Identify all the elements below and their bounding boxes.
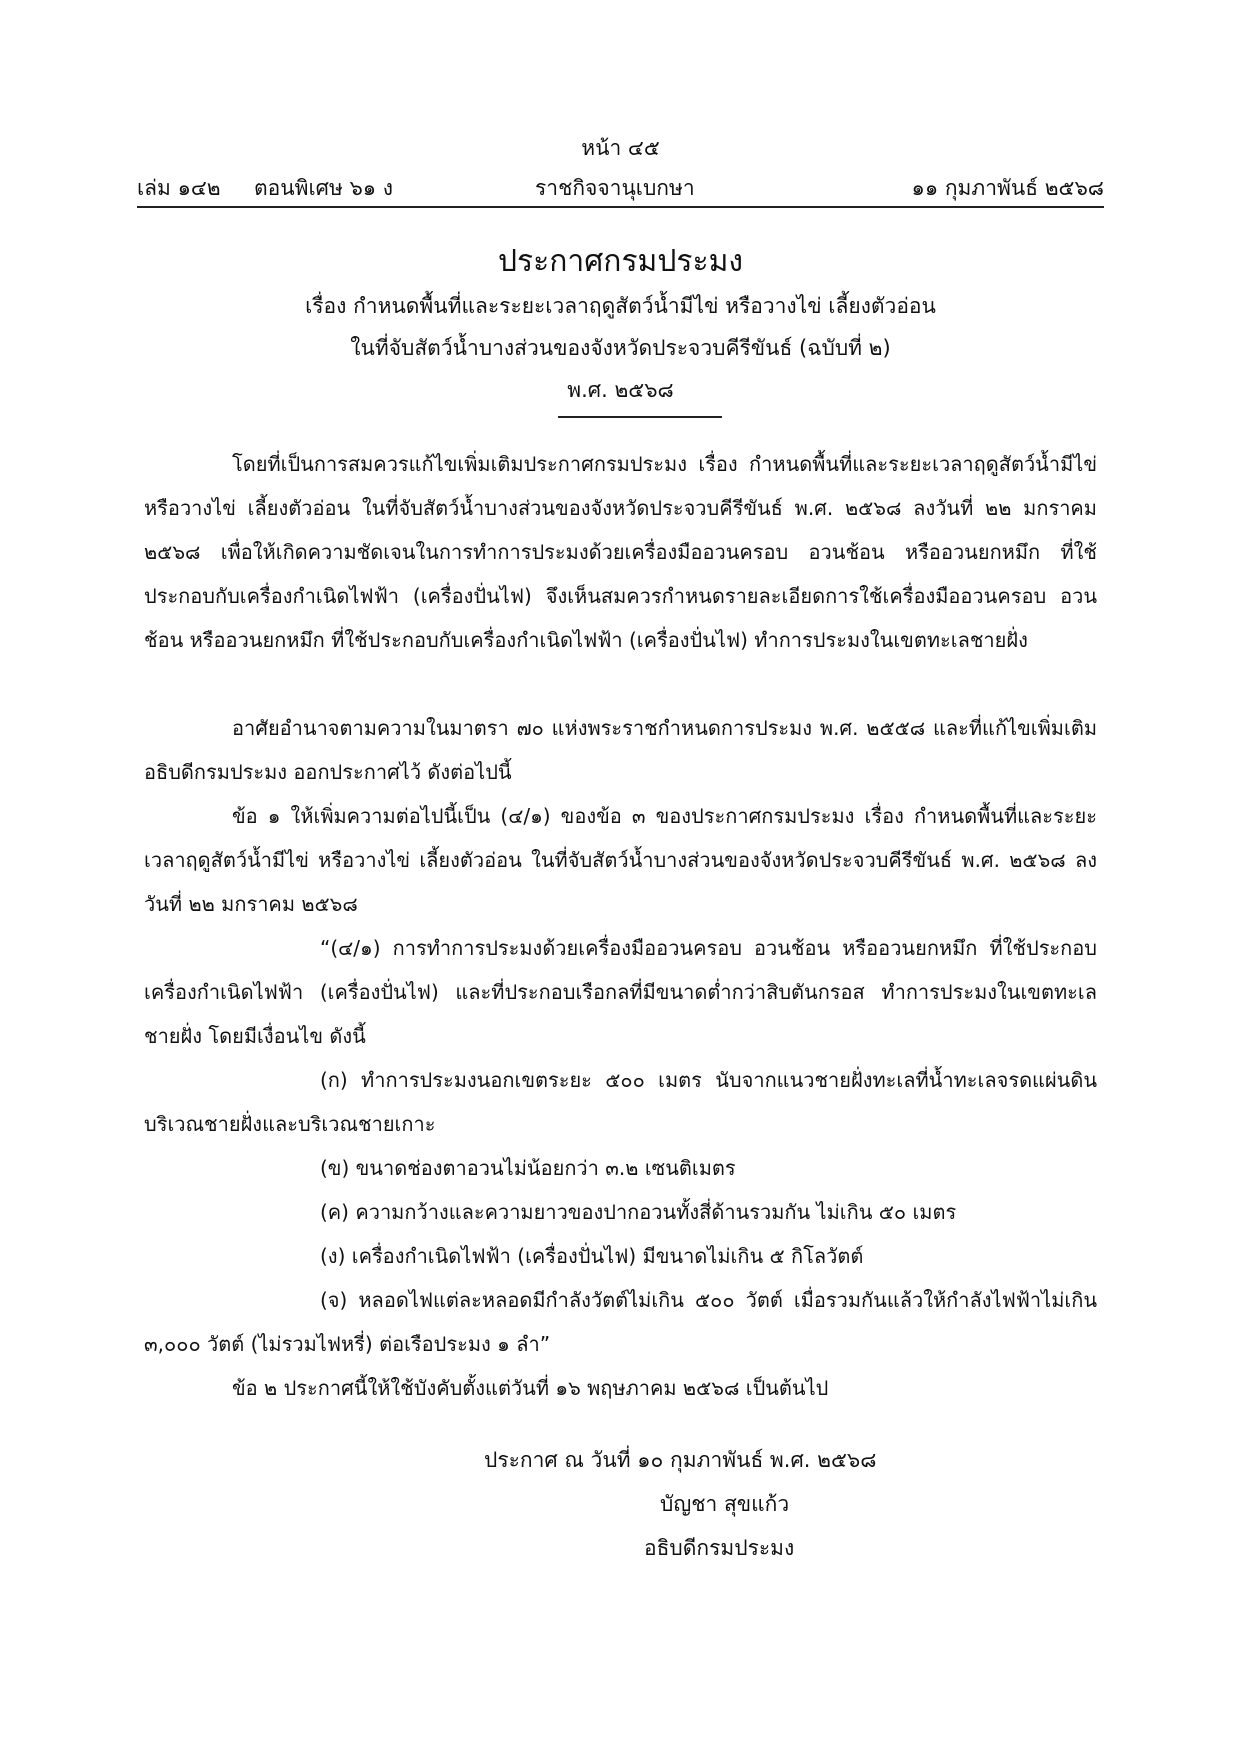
clause-4-1-text: “(๔/๑) การทำการประมงด้วยเครื่องมืออวนครอบ อวนช้อน หรืออวนยกหมึก ที่ใช้ประกอบเครื่องกำเนิดไฟฟ้า (เครื่องปั่นไฟ) และที่ประกอบเรือกลที่มีขนาดต่ำกว่าสิบตันกรอส ทำการประมงในเขตทะเลชายฝั่ง โดยมีเงื่อนไข ดังนี้ bbox=[144, 936, 1097, 1048]
condition-a-paragraph bbox=[144, 1058, 1097, 1146]
header-divider bbox=[137, 206, 1104, 208]
announcement-date: ประกาศ ณ วันที่ ๑๐ กุมภาพันธ์ พ.ศ. ๒๕๖๘ bbox=[484, 1448, 877, 1472]
gazette-date: ๑๑ กุมภาพันธ์ ๒๕๖๘ bbox=[911, 176, 1104, 200]
condition-c: (ค) ความกว้างและความยาวของปากอวนทั้งสี่ด้านรวมกัน ไม่เกิน ๕๐ เมตร bbox=[320, 1200, 957, 1224]
volume-number: เล่ม ๑๔๒ bbox=[137, 176, 221, 200]
condition-e-text: (จ) หลอดไฟแต่ละหลอดมีกำลังวัตต์ไม่เกิน ๕๐๐ วัตต์ เมื่อรวมกันแล้วให้กำลังไฟฟ้าไม่เกิน ๓,๐๐๐ วัตต์ (ไม่รวมไฟหรี่) ต่อเรือประมง ๑ ลำ” bbox=[144, 1288, 1097, 1356]
preamble-text: โดยที่เป็นการสมควรแก้ไขเพิ่มเติมประกาศกรมประมง เรื่อง กำหนดพื้นที่และระยะเวลาฤดูสัตว์น้ำมีไข่ หรือวางไข่ เลี้ยงตัวอ่อน ในที่จับสัตว์น้ำบางส่วนของจังหวัดประจวบคีรีขันธ์ พ.ศ. ๒๕๖๘ ลงวันที่ ๒๒ มกราคม ๒๕๖๘ เพื่อให้เกิดความชัดเจนในการทำการประมงด้วยเครื่องมืออวนครอบ อวนช้อน หรืออวนยกหมึก ที่ใช้ประกอบกับเครื่องกำเนิดไฟฟ้า (เครื่องปั่นไฟ) จึงเห็นสมควรกำหนดรายละเอียดการใช้เครื่องมืออวนครอบ อวนช้อน หรืออวนยกหมึก ที่ใช้ประกอบกับเครื่องกำเนิดไฟฟ้า (เครื่องปั่นไฟ) ทำการประมงในเขตทะเลชายฝั่ง bbox=[144, 452, 1097, 652]
page-number: หน้า ๔๕ bbox=[581, 136, 660, 160]
title-divider bbox=[558, 416, 722, 418]
condition-a-text: (ก) ทำการประมงนอกเขตระยะ ๕๐๐ เมตร นับจากแนวชายฝั่งทะเลที่น้ำทะเลจรดแผ่นดินบริเวณชายฝั่งและบริเวณชายเกาะ bbox=[144, 1068, 1097, 1136]
announcement-title: ประกาศกรมประมง bbox=[497, 244, 744, 279]
clause-2-paragraph bbox=[144, 1366, 1097, 1410]
preamble-paragraph bbox=[144, 442, 1097, 662]
announcement-year: พ.ศ. ๒๕๖๘ bbox=[567, 378, 674, 402]
clause-4-1-paragraph bbox=[144, 926, 1097, 1058]
authority-text: อาศัยอำนาจตามความในมาตรา ๗๐ แห่งพระราชกำหนดการประมง พ.ศ. ๒๕๕๘ และที่แก้ไขเพิ่มเติม อธิบดีกรมประมง ออกประกาศไว้ ดังต่อไปนี้ bbox=[144, 716, 1097, 784]
condition-b: (ข) ขนาดช่องตาอวนไม่น้อยกว่า ๓.๒ เซนติเมตร bbox=[320, 1156, 736, 1180]
clause-1-paragraph bbox=[144, 794, 1097, 926]
condition-e-paragraph bbox=[144, 1278, 1097, 1366]
section-number: ตอนพิเศษ ๖๑ ง bbox=[254, 176, 394, 200]
signatory-position: อธิบดีกรมประมง bbox=[644, 1536, 795, 1560]
authority-paragraph bbox=[144, 706, 1097, 794]
condition-d: (ง) เครื่องกำเนิดไฟฟ้า (เครื่องปั่นไฟ) มีขนาดไม่เกิน ๕ กิโลวัตต์ bbox=[320, 1244, 864, 1268]
clause-1-text: ข้อ ๑ ให้เพิ่มความต่อไปนี้เป็น (๔/๑) ของข้อ ๓ ของประกาศกรมประมง เรื่อง กำหนดพื้นที่และระยะเวลาฤดูสัตว์น้ำมีไข่ หรือวางไข่ เลี้ยงตัวอ่อน ในที่จับสัตว์น้ำบางส่วนของจังหวัดประจวบคีรีขันธ์ พ.ศ. ๒๕๖๘ ลงวันที่ ๒๒ มกราคม ๒๕๖๘ bbox=[144, 804, 1097, 916]
clause-2-text: ข้อ ๒ ประกาศนี้ให้ใช้บังคับตั้งแต่วันที่ ๑๖ พฤษภาคม ๒๕๖๘ เป็นต้นไป bbox=[232, 1376, 829, 1400]
gazette-header bbox=[137, 172, 1104, 202]
gazette-name: ราชกิจจานุเบกษา bbox=[535, 176, 695, 200]
subject-line-2: ในที่จับสัตว์น้ำบางส่วนของจังหวัดประจวบคีรีขันธ์ (ฉบับที่ ๒) bbox=[350, 336, 891, 360]
signatory-name: บัญชา สุขแก้ว bbox=[660, 1492, 790, 1516]
subject-line-1: เรื่อง กำหนดพื้นที่และระยะเวลาฤดูสัตว์น้ำมีไข่ หรือวางไข่ เลี้ยงตัวอ่อน bbox=[305, 294, 936, 318]
